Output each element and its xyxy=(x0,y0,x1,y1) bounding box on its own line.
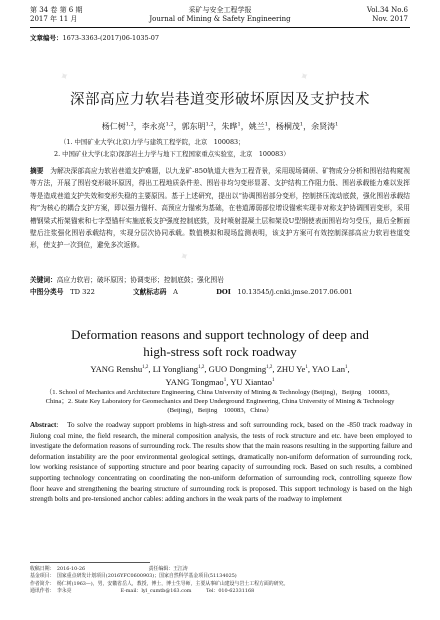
footnote-author-bio: 作者简介： 杨仁树(1963—)，男，安徽省岳人，教授，博士，博士生导师，主要从事矿山建设与岩土工程方面的研究。 xyxy=(30,580,289,587)
author-affiliation-mark: 1,2 xyxy=(266,365,273,370)
clc-label: 中图分类号 xyxy=(30,288,64,296)
author-name: 朱晔 xyxy=(221,122,238,131)
footnote xyxy=(30,566,420,596)
abstract-en-text: To solve the roadway support problems in high-stress and soft surrounding rock, based on the -850 track roadway in Jiulong coal mine, the field research, the mineral composition analysis, the tests of rock structure and etc. have been employed to investigate the deformation reasons of surrounding rock. The results show that the main reasons resulting in the supporting failure and deformation instability are the poor environmental geological settings, dramatically non-uniform deformation of surrounding rock, low working resistance of supporting structure and poor bearing capacity of surrounding rock. Based on such results, a combined supporting technology concentrating on coordinating the non-uniform deformation of surrounding rock, controlling squeeze flow floor heave and strengthening the bearing structure of surrounding rock is proposed. This support technology is based on the high strength bolts and pre-tensioned anchor cables: adding anchors in the weak parts of the roadway to implement xyxy=(30,421,412,504)
author-name: GUO Dongming xyxy=(208,363,267,374)
title-cn: 深部高应力软岩巷道变形破坏原因及支护技术 xyxy=(70,92,370,108)
author-affiliation-mark: 1,2 xyxy=(142,365,149,370)
footnote-received: 收稿日期： 2016-10-26 责任编辑：王江涛 xyxy=(30,566,188,572)
doc-code-value: A xyxy=(173,288,178,296)
affiliation-cn-2: 2. 中国矿业大学(北京)深部岩土力学与地下工程国家重点实验室，北京 100083） xyxy=(54,150,290,158)
author-affiliation-mark: 1,2 xyxy=(198,365,205,370)
volume-issue-cn: 第 34 卷 第 6 期 xyxy=(30,6,83,14)
header-divider xyxy=(30,27,410,28)
abstract-en: Abstract: To solve the roadway support problems in high-stress and soft surrounding rock, based on the -850 track roadway in Jiulong coal mine, the field research, the mineral composition analysis, the tests of rock structure and etc. have been employed to investigate the deformation reasons of surrounding rock. The results show that the main reasons resulting in the supporting failure and deformation instability are the poor environmental geological settings, dramatically non-uniform deformation of surrounding rock, low working resistance of supporting structure and poor bearing capacity of surrounding rock. Based on such results, a combined supporting technology concentrating on coordinating the non-uniform deformation of surrounding rock, controlling squeeze flow floor heave and strengthening the bearing structure of surrounding rock is proposed. This support technology is based on the high strength bolts and pre-tensioned anchor cables: adding anchors in the weak parts of the roadway to implement xyxy=(30,421,412,504)
author-affiliation-mark: 1 xyxy=(223,377,227,383)
keywords-cn-text: 高应力软岩；破坏原因；协调变形；控制底鼓；强化围岩 xyxy=(56,276,224,284)
author-name: YANG Tongmao xyxy=(165,376,224,387)
authors-en: YANG Renshu$^{1,2}$, LI Yongliang$^{1,2}$, GUO Dongming$^{1,2}$, ZHU Ye$^1$, YAO Lan$^1$, YANG Tongmao$^1$, YU Xiantao$^1$ xyxy=(90,363,350,387)
author-name: LI Yongliang xyxy=(152,363,199,374)
doi-label: DOI xyxy=(216,288,231,296)
author-affiliation-mark: 1 xyxy=(237,121,241,128)
author-name: YU Xiantao xyxy=(230,376,272,387)
keywords-cn xyxy=(30,274,410,284)
author-name: YAO Lan xyxy=(311,363,346,374)
author-name: ZHU Ye xyxy=(276,363,306,374)
author-name: 杨仁树 xyxy=(101,122,126,131)
authors-cn: 杨仁树$^{1,2}$，李永亮$^{1,2}$，郭东明$^{1,2}$，朱晔$^1$，姚兰$^1$，杨桐茂$^1$，余贤涛$^1$ xyxy=(101,121,339,131)
author-affiliation-mark: 1 xyxy=(271,377,275,383)
author-name: YANG Renshu xyxy=(90,363,143,374)
author-name: 郭东明 xyxy=(181,122,206,131)
abstract-en-label: Abstract xyxy=(30,421,57,429)
affiliation-cn-1: （1. 中国矿业大学(北京)力学与建筑工程学院，北京 100083； xyxy=(60,138,245,146)
footnote-divider xyxy=(30,562,150,563)
doi-value: 10.13545/j.cnki.jmse.2017.06.001 xyxy=(237,288,353,296)
author-affiliation-mark: 1 xyxy=(264,121,268,128)
journal-name-cn: 采矿与安全工程学报 xyxy=(188,6,252,14)
author-affiliation-mark: 1 xyxy=(345,365,348,370)
header-volume-en xyxy=(367,6,408,24)
author-affiliation-mark: 1 xyxy=(335,121,339,128)
classification-line xyxy=(30,286,410,296)
journal-name-en: Journal of Mining & Safety Engineering xyxy=(149,15,291,23)
volume-issue-en: Vol.34 No.6 xyxy=(366,6,408,14)
date-cn: 2017 年 11 月 xyxy=(30,15,78,23)
article-number-value: 1673-3363-(2017)06-1035-07 xyxy=(62,34,160,42)
watermark-icon: ✦ xyxy=(57,68,72,85)
article-number xyxy=(30,33,159,42)
clc-value: TD 322 xyxy=(70,288,95,296)
footnote-corresponding: 通讯作者： 李永亮 E-mail：lyl_cumtb@163.com Tel：010-62331168 xyxy=(30,588,255,595)
author-name: 李永亮 xyxy=(141,122,166,131)
affiliation-en: （1. School of Mechanics and Architecture Engineering, China University of Mining & Technology (Beijing)，Beijing 100083，China；2. State Key Laboratory for Geomechanics and Deep Underground Engineering, China University of Mining & Technology (Beijing)，Beijing 100083，China） xyxy=(45,389,395,415)
author-affiliation-mark: 1,2 xyxy=(125,121,134,128)
title-en: Deformation reasons and support technology of deep and high-stress soft rock roadway xyxy=(71,327,369,359)
author-affiliation-mark: 1,2 xyxy=(205,121,214,128)
article-number-label: 文章编号： xyxy=(30,34,63,42)
author-affiliation-mark: 1,2 xyxy=(165,121,174,128)
watermark-icon: ✦ xyxy=(177,248,192,265)
author-affiliation-mark: 1 xyxy=(299,121,304,128)
abstract-cn-text: 为解决深部高应力软岩巷道支护难题，以九龙矿-850轨道大巷为工程背景，采用现场调研、矿物成分分析和围岩结构窥视等方法，开展了围岩变形破坏原因，得出工程地质条件差、围岩非均匀变形显著、支护结构工作阻力低、围岩承载能力难以发挥等是造成巷道支护失效和变形失稳的主要原因。基于上述研究，提出以“协调围岩部分变形，控制挤压流动底鼓，强化围岩承载结构”为核心的耦合支护方案，即以强力锚杆、高预应力锚索为基础，在巷道薄弱部位增设锚索实现非对称支护协调围岩变形，采用槽钢梁式桁架锚索和七字型锚杆实施底板支护强度控制底鼓，及时喷射混凝土层和架设U型钢使表面围岩均匀受压，最后全断面壁后注浆强化围岩承载结构，实现分层次协同承载。数值模拟和现场监测表明，该支护方案可有效控制深部高应力软岩巷道变形，使支护一次到位，避免多次返修。 xyxy=(30,167,411,250)
author-affiliation-mark: 1 xyxy=(305,365,308,370)
author-name: 姚兰 xyxy=(248,122,265,131)
abstract-cn xyxy=(30,165,410,252)
author-name: 余贤涛 xyxy=(311,122,336,131)
footnote-funding: 基金项目： 国家重点研发计划项目(2016YFC0600903)；国家自然科学基金项目(51134025) xyxy=(30,573,237,580)
abstract-cn-label: 摘要 xyxy=(30,167,44,175)
date-en: Nov. 2017 xyxy=(372,15,408,23)
doc-code-label: 文献标志码 xyxy=(132,288,167,296)
keywords-cn-label: 关键词： xyxy=(30,276,57,284)
author-name: 杨桐茂 xyxy=(275,122,300,131)
watermark-icon: ✦ xyxy=(297,68,312,85)
